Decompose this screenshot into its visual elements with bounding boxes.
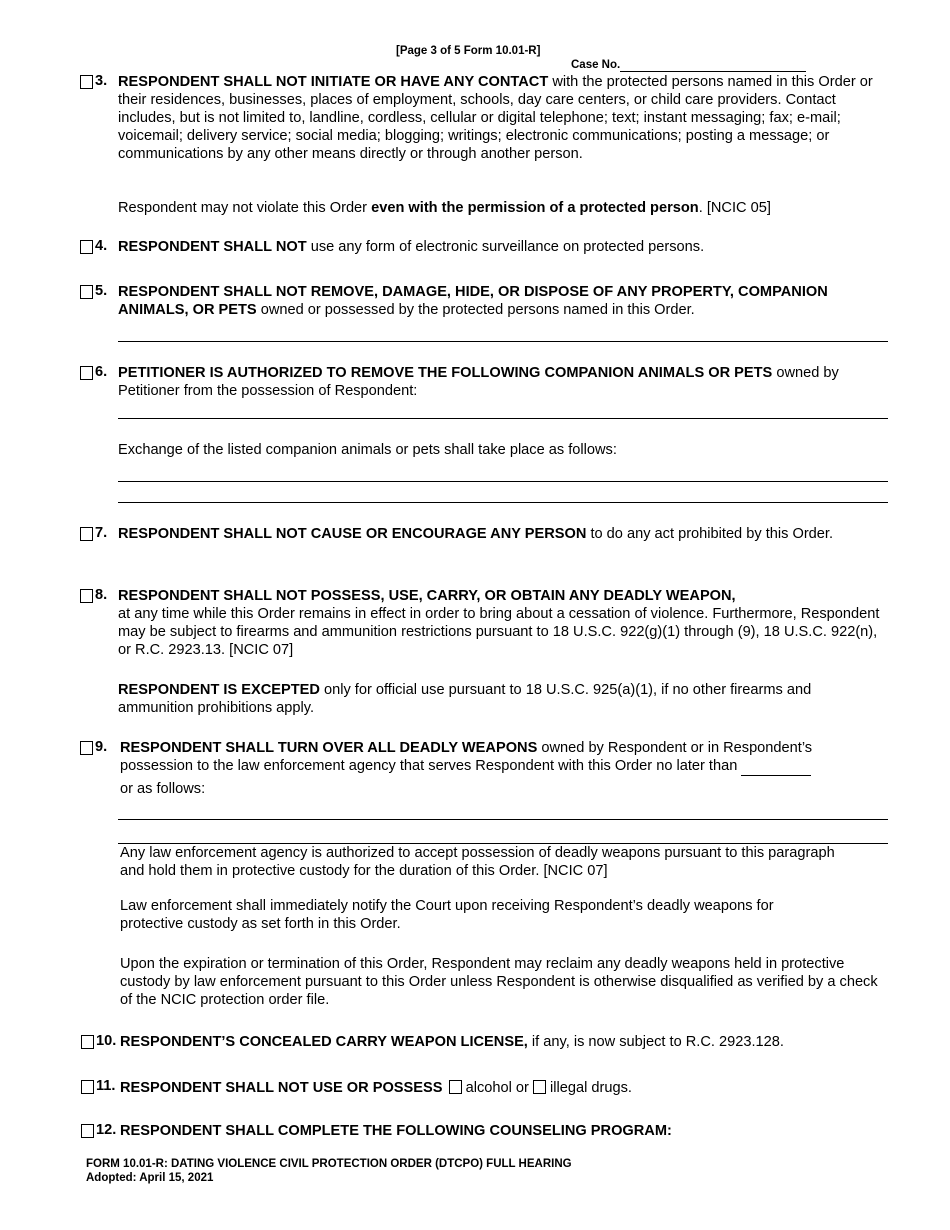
checkbox-alcohol[interactable] [449, 1080, 462, 1094]
checkbox-item-6[interactable] [80, 366, 93, 380]
item-6-exchange: Exchange of the listed companion animals or pets shall take place as follows: [118, 442, 617, 458]
checkbox-item-9[interactable] [80, 741, 93, 755]
item-12-number: 12. [96, 1122, 117, 1138]
item-7-number: 7. [95, 525, 108, 541]
page-label: [Page 3 of 5 Form 10.01-R] [396, 45, 541, 57]
item-11-number: 11. [96, 1078, 116, 1094]
item-9-reclaim-text: Upon the expiration or termination of this Order, Respondent may reclaim any deadly weapons held in protective custody by law enforcement pursuant to this Order unless Respondent is otherwise disqualified as verified by a check of the NCIC protection order file. [120, 956, 878, 1008]
footer-adopted: Adopted: April 15, 2021 [86, 1172, 214, 1184]
item-12-text [120, 1122, 890, 1140]
item-3-text: RESPONDENT SHALL NOT INITIATE OR HAVE ANY CONTACT with the protected persons named in this Order or their residences, businesses, places of employment, schools, day care centers, or child care providers. Contact includes, but is not limited to, landline, cordless, cellular or digital telephone; text; instant messaging; fax; e-mail; voicemail; delivery service; social media; blogging; writings; electronic communications; posting a message; or communications by any other means directly or through another person. [118, 74, 873, 162]
footer-form-title: FORM 10.01-R: DATING VIOLENCE CIVIL PROTECTION ORDER (DTCPO) FULL HEARING [86, 1158, 572, 1170]
checkbox-item-8[interactable] [80, 589, 93, 603]
item-10-text: RESPONDENT’S CONCEALED CARRY WEAPON LICENSE, if any, is now subject to R.C. 2923.128. [120, 1034, 784, 1050]
item-9-text: RESPONDENT SHALL TURN OVER ALL DEADLY WEAPONS owned by Respondent or in Respondent’s possession to the law enforcement agency that serves Respondent with this Order no later than [120, 740, 813, 774]
item-9-notify-text: Law enforcement shall immediately notify the Court upon receiving Respondent’s deadly weapons for protective custody as set forth in this Order. [120, 898, 774, 932]
item-7-heading: RESPONDENT SHALL NOT CAUSE OR ENCOURAGE ANY PERSON [118, 526, 587, 542]
item-9-blank-line-1[interactable] [118, 819, 888, 820]
item-10-heading: RESPONDENT’S CONCEALED CARRY WEAPON LICENSE, [120, 1034, 528, 1050]
item-10-number: 10. [96, 1033, 117, 1049]
item-4-text: RESPONDENT SHALL NOT use any form of electronic surveillance on protected persons. [118, 239, 705, 255]
item-5-text: RESPONDENT SHALL NOT REMOVE, DAMAGE, HIDE, OR DISPOSE OF ANY PROPERTY, COMPANION ANIMALS, OR PETS owned or possessed by the protected persons named in this Order. [118, 284, 828, 318]
item-8-heading: RESPONDENT SHALL NOT POSSESS, USE, CARRY, OR OBTAIN ANY DEADLY WEAPON, [118, 588, 736, 604]
item-3-note: Respondent may not violate this Order even with the permission of a protected person. [NCIC 05] [118, 200, 771, 216]
item-7-text: RESPONDENT SHALL NOT CAUSE OR ENCOURAGE ANY PERSON to do any act prohibited by this Order. [118, 526, 834, 542]
item-5-number: 5. [95, 283, 108, 299]
item-8-exception-heading: RESPONDENT IS EXCEPTED [118, 682, 320, 698]
item-8-exception: RESPONDENT IS EXCEPTED only for official use pursuant to 18 U.S.C. 925(a)(1), if no other firearms and ammunition prohibitions apply. [118, 682, 812, 716]
item-9-number: 9. [95, 739, 108, 755]
checkbox-item-7[interactable] [80, 527, 93, 541]
option-illegal-drugs-label: illegal drugs. [550, 1080, 632, 1096]
item-6-exchange-line-1[interactable] [118, 481, 888, 482]
item-8-number: 8. [95, 587, 108, 603]
item-4-heading: RESPONDENT SHALL NOT [118, 239, 307, 255]
case-number-field[interactable] [620, 59, 806, 72]
item-6-blank-line[interactable] [118, 418, 888, 419]
item-6-heading: PETITIONER IS AUTHORIZED TO REMOVE THE FOLLOWING COMPANION ANIMALS OR PETS [118, 365, 773, 381]
checkbox-item-4[interactable] [80, 240, 93, 254]
item-9-custody-text: Any law enforcement agency is authorized to accept possession of deadly weapons pursuant to this paragraph and hold them in protective custody for the duration of this Order. [NCIC 07] [120, 845, 835, 879]
item-9-deadline-field[interactable] [741, 757, 811, 776]
checkbox-item-12[interactable] [81, 1124, 94, 1138]
case-number-label: Case No. [571, 59, 621, 71]
item-6-number: 6. [95, 364, 108, 380]
checkbox-item-11[interactable] [81, 1080, 94, 1094]
item-4-number: 4. [95, 238, 108, 254]
item-3-number: 3. [95, 73, 108, 89]
option-alcohol-label: alcohol or [465, 1080, 529, 1096]
checkbox-item-5[interactable] [80, 285, 93, 299]
item-11-text [120, 1078, 890, 1097]
item-5-heading: RESPONDENT SHALL NOT REMOVE, DAMAGE, HIDE, OR DISPOSE OF ANY PROPERTY, COMPANION ANIMALS, OR PETS [118, 284, 828, 318]
item-8-text: at any time while this Order remains in effect in order to bring about a cessation of violence. Furthermore, Respondent may be subject to firearms and ammunition restrictions pursuant to 18 U.S.C. 922(g)(1) through (9), 18 U.S.C. 922(n), or R.C. 2923.13. [NCIC 07] [118, 606, 880, 658]
checkbox-item-10[interactable] [81, 1035, 94, 1049]
item-5-blank-line[interactable] [118, 341, 888, 342]
item-9-as-follows: or as follows: [120, 781, 206, 797]
checkbox-illegal-drugs[interactable] [533, 1080, 546, 1094]
case-number [571, 59, 806, 72]
item-3-heading: RESPONDENT SHALL NOT INITIATE OR HAVE ANY CONTACT [118, 74, 549, 90]
item-6-exchange-line-2[interactable] [118, 502, 888, 503]
item-12-heading: RESPONDENT SHALL COMPLETE THE FOLLOWING COUNSELING PROGRAM: [120, 1123, 672, 1139]
item-6-text: PETITIONER IS AUTHORIZED TO REMOVE THE FOLLOWING COMPANION ANIMALS OR PETS owned by Petitioner from the possession of Respondent: [118, 365, 839, 399]
footer [86, 1157, 572, 1185]
item-11-heading: RESPONDENT SHALL NOT USE OR POSSESS [120, 1080, 443, 1096]
item-9-heading: RESPONDENT SHALL TURN OVER ALL DEADLY WEAPONS [120, 740, 538, 756]
checkbox-item-3[interactable] [80, 75, 93, 89]
